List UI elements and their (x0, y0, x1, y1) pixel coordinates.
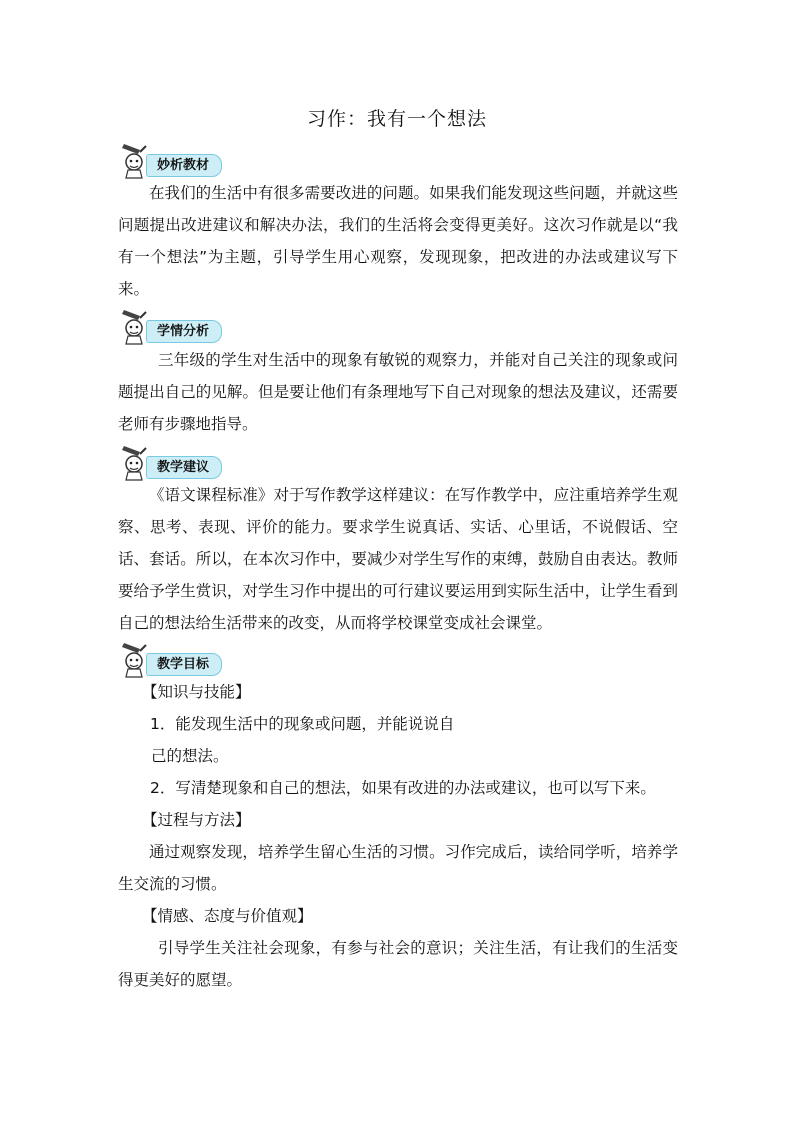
section-header-suggestions (118, 448, 238, 482)
goals-emotion-text: 引导学生关注社会现象，有参与社会的意识；关注生活，有让我们的生活变得更美好的愿望。 (118, 939, 678, 989)
goals-process-text: 通过观察发现，培养学生留心生活的习惯。习作完成后，读给同学听，培养学生交流的习惯。 (118, 843, 678, 893)
goals-item-1-cont: 己的想法。 (151, 747, 229, 765)
goals-item-1: 1．能发现生活中的现象或问题，并能说说自 (150, 715, 455, 733)
section-header-learner (118, 312, 238, 346)
section-label: 教学建议 (146, 456, 222, 479)
goals-knowledge-heading: 【知识与技能】 (142, 683, 251, 701)
section-header-goals (118, 645, 238, 679)
section-text-learner: 三年级的学生对生活中的现象有敏锐的观察力，并能对自己关注的现象或问题提出自己的见解。但是要让他们有条理地写下自己对现象的想法及建议，还需要老师有步骤地指导。 (118, 351, 678, 433)
goals-emotion-heading: 【情感、态度与价值观】 (142, 907, 313, 925)
section-text-textbook: 在我们的生活中有很多需要改进的问题。如果我们能发现这些问题，并就这些问题提出改进建议和解决办法，我们的生活将会变得更美好。这次习作就是以“我有一个想法”为主题，引导学生用心观察，发现现象，把改进的办法或建议写下来。 (118, 184, 678, 298)
goals-item-2: 2．写清楚现象和自己的想法，如果有改进的办法或建议，也可以写下来。 (150, 779, 656, 797)
section-label: 妙析教材 (146, 154, 222, 177)
section-text-suggestions: 《语文课程标准》对于写作教学这样建议：在写作教学中，应注重培养学生观察、思考、表现、评价的能力。要求学生说真话、实话、心里话，不说假话、空话、套话。所以，在本次习作中，要减少对学生写作的束缚，鼓励自由表达。教师要给予学生赏识，对学生习作中提出的可行建议要运用到实际生活中，让学生看到自己的想法给生活带来的改变，从而将学校课堂变成社会课堂。 (118, 486, 678, 632)
goals-process-heading: 【过程与方法】 (142, 811, 251, 829)
page-title: 习作：我有一个想法 (306, 108, 487, 130)
section-label: 学情分析 (146, 320, 222, 343)
section-label: 教学目标 (146, 653, 222, 676)
section-header-textbook (118, 146, 238, 180)
